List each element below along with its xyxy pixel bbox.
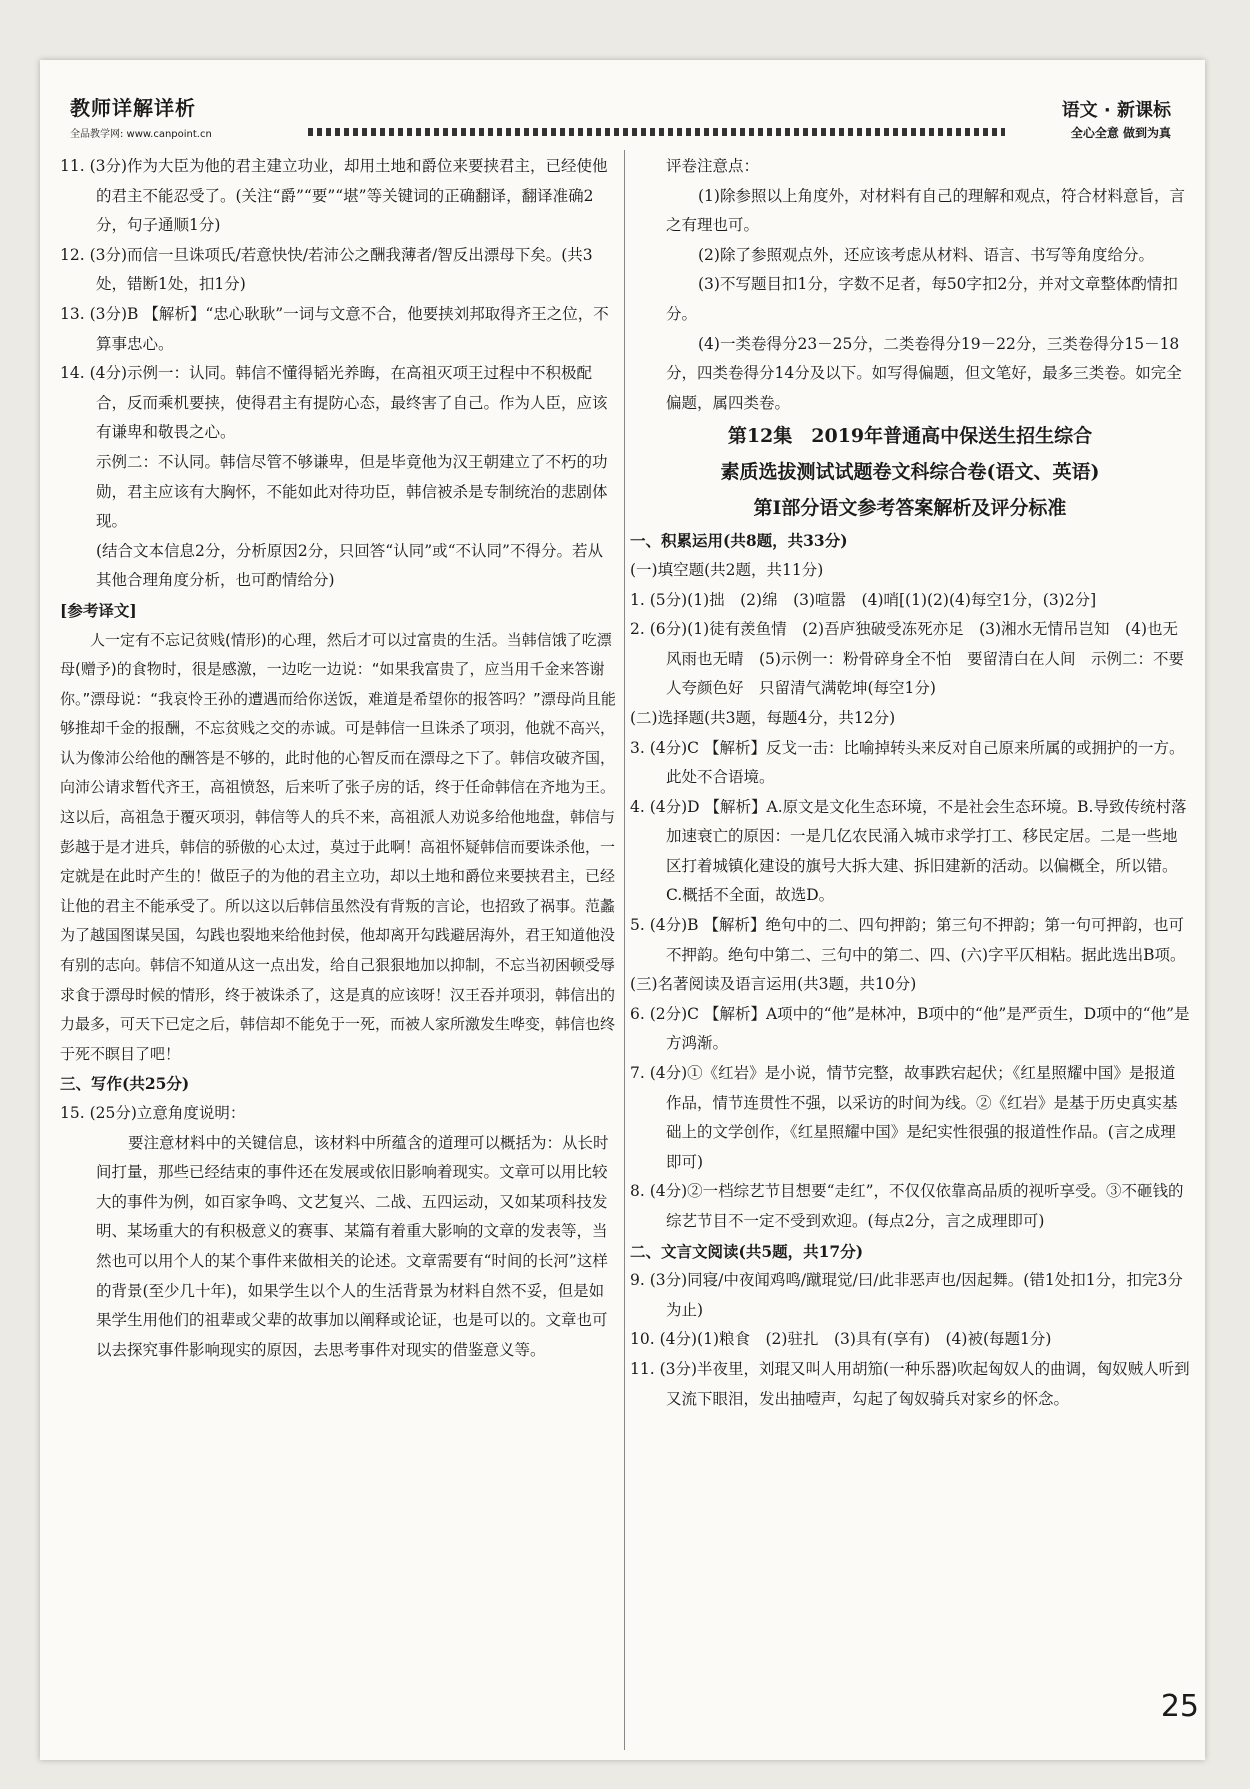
section-1-heading: 一、积累运用(共8题，共33分) bbox=[630, 531, 848, 551]
grading-heading: 评卷注意点： bbox=[666, 157, 760, 175]
answer-r8: 8. (4分)②一档综艺节目想要“走红”，不仅仅依靠高品质的视听享受。③不砸钱的综艺节目不一定不受到欢迎。(每点2分，言之成理即可) bbox=[630, 1182, 1184, 1230]
header-left bbox=[70, 92, 212, 140]
answer-14-note: (结合文本信息2分，分析原因2分，只回答“认同”或“不认同”不得分。若从其他合理角度分析，也可酌情给分) bbox=[96, 541, 603, 590]
answer-13: 13. (3分)B 【解析】“忠心耿耿”一词与文意不合，他要挟刘邦取得齐王之位，不算事忠心。 bbox=[60, 304, 609, 353]
reference-translation-heading: [参考译文] bbox=[60, 600, 137, 620]
answer-r1: 1. (5分)(1)拙 (2)绵 (3)喧嚣 (4)哨[(1)(2)(4)每空1分，(3)2分] bbox=[630, 590, 1097, 609]
column-divider bbox=[624, 150, 625, 1750]
left-column bbox=[60, 152, 616, 1365]
answer-r9: 9. (3分)同寝/中夜闻鸡鸣/蹴琨觉/曰/此非恶声也/因起舞。(错1处扣1分，扣完3分为止) bbox=[630, 1271, 1183, 1319]
section-writing-heading: 三、写作(共25分) bbox=[60, 1074, 190, 1094]
grading-note-4: (4)一类卷得分23－25分，二类卷得分19－22分，三类卷得分15－18分，四类卷得分14分及以下。如写得偏题，但文笔好，最多三类卷。如完全偏题，属四类卷。 bbox=[666, 334, 1182, 412]
answer-r11: 11. (3分)半夜里，刘琨又叫人用胡笳(一种乐器)吹起匈奴人的曲调，匈奴贼人听到又流下眼泪，发出抽噎声，勾起了匈奴骑兵对家乡的怀念。 bbox=[630, 1359, 1190, 1408]
answer-r4: 4. (4分)D 【解析】A.原文是文化生态环境，不是社会生态环境。B.导致传统村落加速衰亡的原因：一是几亿农民涌入城市求学打工、移民定居。二是一些地区打着城镇化建设的旗号大拆大建、拆旧建新的活动。以偏概全，所以错。C.概括不全面，故选D。 bbox=[630, 797, 1187, 905]
header-slogan: 全心全意 做到为真 bbox=[1070, 126, 1171, 140]
section-1c-heading: (三)名著阅读及语言运用(共3题，共10分) bbox=[630, 975, 917, 994]
header-subject: 语文 · 新课标 bbox=[1061, 100, 1171, 121]
answer-r3: 3. (4分)C 【解析】反戈一击：比喻掉转头来反对自己原来所属的或拥护的一方。此处不合语境。 bbox=[630, 738, 1185, 787]
answer-14: 14. (4分)示例一：认同。韩信不懂得韬光养晦，在高祖灭项王过程中不积极配合，反而乘机要挟，使得君主有提防心态，最终害了自己。作为人臣，应该有谦卑和敬畏之心。 bbox=[60, 364, 608, 442]
header-right bbox=[1062, 96, 1171, 141]
answer-r7: 7. (4分)①《红岩》是小说，情节完整，故事跌宕起伏；《红星照耀中国》是报道作品，情节连贯性不强，以采访的时间为线。②《红岩》是基于历史真实基础上的文学创作，《红星照耀中国》是纪实性很强的报道性作品。(言之成理即可) bbox=[630, 1064, 1178, 1171]
answer-14-example2: 示例二：不认同。韩信尽管不够谦卑，但是毕竟他为汉王朝建立了不朽的功勋，君主应该有大胸怀，不能如此对待功臣，韩信被杀是专制统治的悲剧体现。 bbox=[96, 452, 608, 531]
grading-note-3: (3)不写题目扣1分，字数不足者，每50字扣2分，并对文章整体酌情扣分。 bbox=[666, 275, 1178, 323]
header-stripe bbox=[308, 128, 1005, 136]
section-1b-heading: (二)选择题(共3题，每题4分，共12分) bbox=[630, 708, 896, 727]
set-title-line1: 第12集 2019年普通高中保送生招生综合 bbox=[727, 425, 1093, 448]
section-1a-heading: (一)填空题(共2题，共11分) bbox=[630, 560, 824, 579]
answer-15-head: 15. (25分)立意角度说明： bbox=[60, 1104, 246, 1122]
answer-12: 12. (3分)而信一旦诛项氏/若意快快/若沛公之酬我薄者/智反出漂母下矣。(共3处，错断1处，扣1分) bbox=[60, 245, 593, 294]
answer-11: 11. (3分)作为大臣为他的君主建立功业，却用土地和爵位来要挟君主，已经使他的君主不能忍受了。(关注“爵”“要”“堪”等关键词的正确翻译，翻译准确2分，句子通顺1分) bbox=[60, 157, 608, 235]
answer-r6: 6. (2分)C 【解析】A项中的“他”是林冲，B项中的“他”是严贡生，D项中的“他”是方鸿渐。 bbox=[630, 1004, 1190, 1053]
header-title: 教师详解详析 bbox=[70, 96, 196, 120]
set-title-line3: 第Ⅰ部分语文参考答案解析及评分标准 bbox=[753, 497, 1067, 520]
answer-15-body: 要注意材料中的关键信息，该材料中所蕴含的道理可以概括为：从长时间打量，那些已经结束的事件还在发展或依旧影响着现实。文章可以用比较大的事件为例，如百家争鸣、文艺复兴、二战、五四运动，又如某项科技发明、某场重大的有积极意义的赛事、某篇有着重大影响的文章的发表等，当然也可以用个人的某个事件来做相关的论述。文章需要有“时间的长河”这样的背景(至少几十年)，如果学生以个人的生活背景为材料自然不妥，但是如果学生用他们的祖辈或父辈的故事加以阐释或论证，也是可以的。文章也可以去探究事件影响现实的原因，去思考事件对现实的借鉴意义等。 bbox=[96, 1133, 609, 1359]
grading-note-2: (2)除了参照观点外，还应该考虑从材料、语言、书写等角度给分。 bbox=[698, 245, 1154, 264]
answer-r5: 5. (4分)B 【解析】绝句中的二、四句押韵；第三句不押韵；第一句可押韵，也可不押韵。绝句中第二、三句中的第二、四、(六)字平仄相粘。据此选出B项。 bbox=[630, 916, 1186, 964]
answer-r2: 2. (6分)(1)徒有羡鱼情 (2)吾庐独破受冻死亦足 (3)湘水无情吊岂知 (4)也无风雨也无晴 (5)示例一：粉骨碎身全不怕 要留清白在人间 示例二：不要人夸颜色好 只留清气满乾坤(每空1分) bbox=[630, 620, 1184, 698]
right-column bbox=[630, 152, 1190, 1414]
page bbox=[40, 60, 1205, 1760]
reference-translation: 人一定有不忘记贫贱(情形)的心理，然后才可以过富贵的生活。当韩信饿了吃漂母(赠予)的食物时，很是感激，一边吃一边说：“如果我富贵了，应当用千金来答谢你。”漂母说：“我哀怜王孙的遭遇而给你送饭，难道是希望你的报答吗？”漂母尚且能够推却千金的报酬，不忘贫贱之交的赤诚。可是韩信一旦诛杀了项羽，他就不高兴，认为像沛公给他的酬答是不够的，此时他的心智反而在漂母之下了。韩信攻破齐国，向沛公请求暂代齐王，高祖愤怒，后来听了张子房的话，终于任命韩信在齐地为王。这以后，高祖急于覆灭项羽，韩信等人的兵不来，高祖派人劝说多给他地盘，韩信与彭越于是才进兵，韩信的骄傲的心太过，莫过于此啊！高祖怀疑韩信而要诛杀他，一定就是在此时产生的！做臣子的为他的君主立功，却以土地和爵位来要挟君主，已经让他的君主不能承受了。所以这以后韩信虽然没有背叛的言论，也招致了祸事。范蠡为了越国图谋吴国，勾践也裂地来给他封侯，他却离开勾践避居海外，君王知道他没有别的志向。韩信不知道从这一点出发，给自己狠狠地加以抑制，不忘当初困顿受辱求食于漂母时候的情形，终于被诛杀了，这是真的应该呀！汉王吞并项羽，韩信出的力最多，可天下已定之后，韩信却不能免于一死，而被人家所激发生哗变，韩信也终于死不瞑目了吧！ bbox=[60, 630, 616, 1063]
grading-note-1: (1)除参照以上角度外，对材料有自己的理解和观点，符合材料意旨，言之有理也可。 bbox=[666, 186, 1185, 235]
answer-r10: 10. (4分)(1)粮食 (2)驻扎 (3)具有(享有) (4)被(每题1分) bbox=[630, 1330, 1052, 1349]
set-title-line2: 素质选拔测试试题卷文科综合卷(语文、英语) bbox=[720, 461, 1100, 484]
page-number: 25 bbox=[1160, 1689, 1199, 1724]
section-2-heading: 二、文言文阅读(共5题，共17分) bbox=[630, 1241, 864, 1261]
header-site: 全品教学网: www.canpoint.cn bbox=[70, 129, 212, 140]
